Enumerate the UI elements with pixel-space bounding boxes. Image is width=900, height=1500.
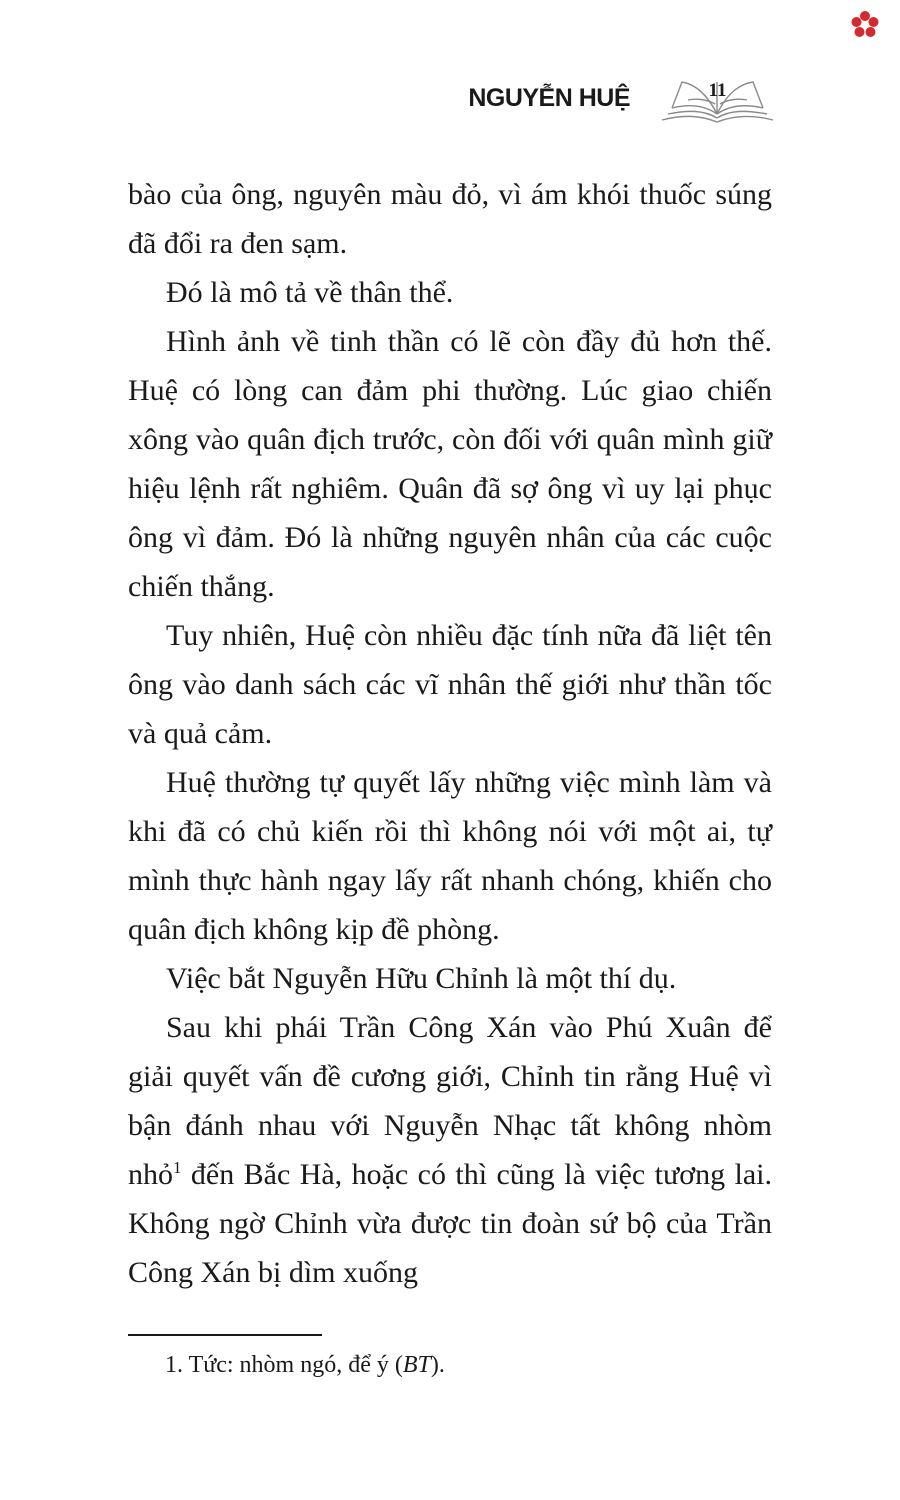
paragraph-text: đến Bắc Hà, hoặc có thì cũng là việc tương lai. Không ngờ Chỉnh vừa được tin đoàn sứ bộ của Trần Công Xán bị dìm xuống [128, 1158, 772, 1289]
paragraph: bào của ông, nguyên màu đỏ, vì ám khói thuốc súng đã đổi ra đen sạm. [128, 178, 772, 260]
footnote-close: ). [430, 1352, 445, 1378]
paragraph: Việc bắt Nguyễn Hữu Chỉnh là một thí dụ. [166, 962, 677, 995]
paragraph: Tuy nhiên, Huệ còn nhiều đặc tính nữa đã liệt tên ông vào danh sách các vĩ nhân thế giới như thần tốc và quả cảm. [128, 619, 772, 750]
paragraph: Huệ thường tự quyết lấy những việc mình làm và khi đã có chủ kiến rồi thì không nói với một ai, tự mình thực hành ngay lấy rất nhanh chóng, khiến cho quân địch không kịp đề phòng. [128, 766, 772, 946]
footnote-abbreviation: BT [402, 1352, 431, 1378]
page-number: 11 [708, 80, 727, 101]
paragraph [128, 1003, 772, 1297]
footnote-text: 1. Tức: nhòm ngó, để ý ( [165, 1352, 403, 1378]
paragraph-text: Sau khi phái Trần Công Xán vào Phú Xuân để giải quyết vấn đề cương giới, Chỉnh tin rằng Huệ vì bận đánh nhau với Nguyễn Nhạc tất không nhòm nhỏ [128, 1011, 772, 1191]
paragraph: Hình ảnh về tinh thần có lẽ còn đầy đủ hơn thế. Huệ có lòng can đảm phi thường. Lúc giao chiến xông vào quân địch trước, còn đối với quân mình giữ hiệu lệnh rất nghiêm. Quân đã sợ ông vì uy lại phục ông vì đảm. Đó là những nguyên nhân của các cuộc chiến thắng. [128, 325, 772, 603]
footnote [165, 1349, 445, 1381]
running-header [0, 74, 900, 134]
header-title: NGUYỄN HUỆ [468, 84, 630, 112]
main-text [128, 170, 772, 1297]
flower-logo-icon [850, 10, 880, 40]
footnote-reference: 1 [173, 1158, 182, 1177]
footnote-divider [128, 1334, 322, 1336]
paragraph: Đó là mô tả về thân thể. [166, 276, 454, 309]
